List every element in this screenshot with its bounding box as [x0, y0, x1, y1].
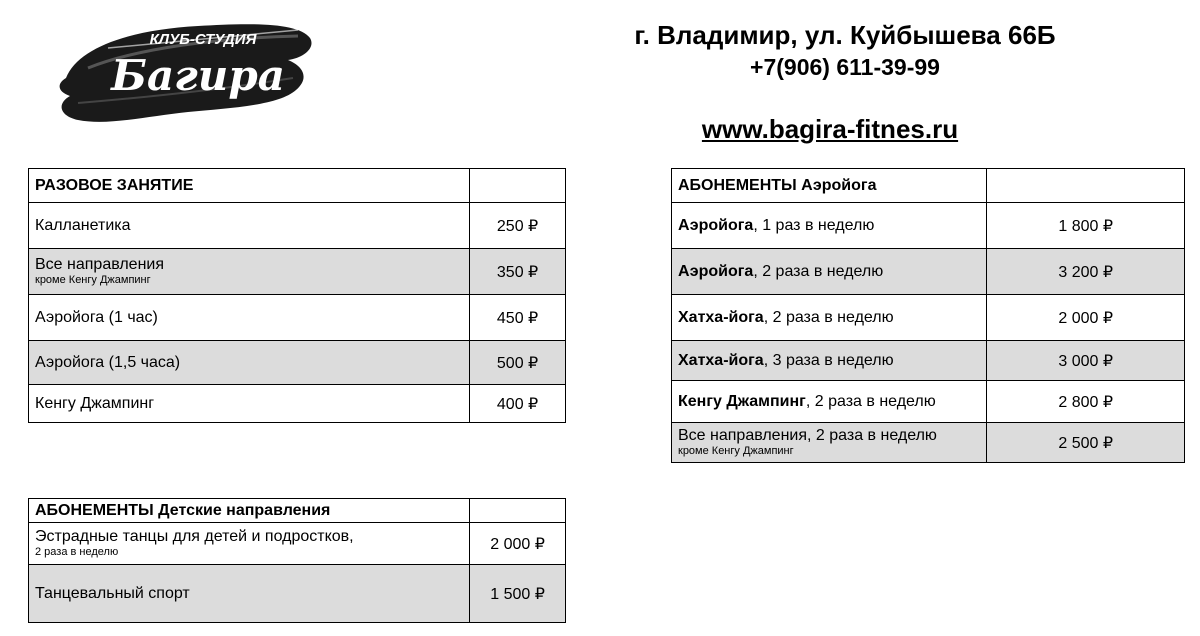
item-note: кроме Кенгу Джампинг: [678, 445, 794, 457]
table-row: [29, 385, 566, 423]
item-price: 400 ₽: [470, 385, 566, 423]
table-title: РАЗОВОЕ ЗАНЯТИЕ: [29, 169, 470, 203]
address: г. Владимир, ул. Куйбышева 66Б: [634, 20, 1056, 50]
item-name-bold: Хатха-йога: [678, 308, 764, 326]
item-name: Все направления: [35, 256, 165, 273]
kids-subscription-table: [28, 498, 566, 623]
item-price: 3 200 ₽: [987, 249, 1185, 295]
table-title-rest: Детские направления: [158, 501, 331, 519]
item-name-bold: Кенгу Джампинг: [678, 392, 806, 410]
table-title-prefix: АБОНЕМЕНТЫ: [35, 501, 154, 519]
table-row: [29, 249, 566, 295]
table-row: [672, 203, 1185, 249]
item-name-rest: , 2 раза в неделю: [753, 262, 884, 280]
item-name: Калланетика: [35, 216, 131, 234]
brush-stroke-logo-icon: [48, 8, 328, 138]
item-note: 2 раза в неделю: [35, 546, 119, 558]
item-price: 1 500 ₽: [470, 565, 566, 623]
item-price: 500 ₽: [470, 341, 566, 385]
header: [560, 18, 1130, 82]
table-row: [672, 249, 1185, 295]
table-row: [672, 381, 1185, 423]
item-name-rest: , 3 раза в неделю: [763, 351, 894, 369]
item-note: кроме Кенгу Джампинг: [35, 274, 151, 286]
item-price: 2 000 ₽: [987, 295, 1185, 341]
item-name: Аэройога (1 час): [35, 308, 158, 326]
table-row: [672, 423, 1185, 463]
aeroyoga-subscription-table: [671, 168, 1185, 463]
table-row: [29, 295, 566, 341]
table-row: [29, 523, 566, 565]
item-price: 2 000 ₽: [470, 523, 566, 565]
table-row: [29, 203, 566, 249]
item-price: 1 800 ₽: [987, 203, 1185, 249]
item-price: 2 800 ₽: [987, 381, 1185, 423]
item-name-bold: Аэройога: [678, 262, 754, 280]
item-name: Аэройога (1,5 часа): [35, 353, 181, 371]
item-price: 3 000 ₽: [987, 341, 1185, 381]
table-title: АБОНЕМЕНТЫ Аэройога: [672, 169, 987, 203]
table-row: [672, 341, 1185, 381]
item-name-rest: , 2 раза в неделю: [763, 308, 894, 326]
logo-club-label: КЛУБ-СТУДИЯ: [149, 31, 257, 48]
table-row: [29, 565, 566, 623]
item-price: 450 ₽: [470, 295, 566, 341]
table-row: [29, 341, 566, 385]
item-name: Эстрадные танцы для детей и подростков,: [35, 528, 354, 545]
single-lesson-table: [28, 168, 566, 423]
item-name-bold: Аэройога: [678, 216, 754, 234]
table-row: [672, 295, 1185, 341]
item-price: 250 ₽: [470, 203, 566, 249]
item-name: Танцевальный спорт: [35, 584, 190, 602]
item-name-rest: , 1 раз в неделю: [753, 216, 875, 234]
website-link[interactable]: www.bagira-fitnes.ru: [701, 114, 959, 144]
phone-number[interactable]: +7(906) 611-39-99: [750, 54, 940, 80]
item-name-rest: , 2 раза в неделю: [805, 392, 936, 410]
table-title: [29, 499, 470, 523]
item-price: 2 500 ₽: [987, 423, 1185, 463]
item-name-bold: Хатха-йога: [678, 351, 764, 369]
club-logo: [48, 8, 328, 138]
item-price: 350 ₽: [470, 249, 566, 295]
logo-name: Багира: [111, 51, 285, 100]
item-name: Все направления, 2 раза в неделю: [678, 427, 937, 444]
item-name: Кенгу Джампинг: [35, 394, 155, 412]
